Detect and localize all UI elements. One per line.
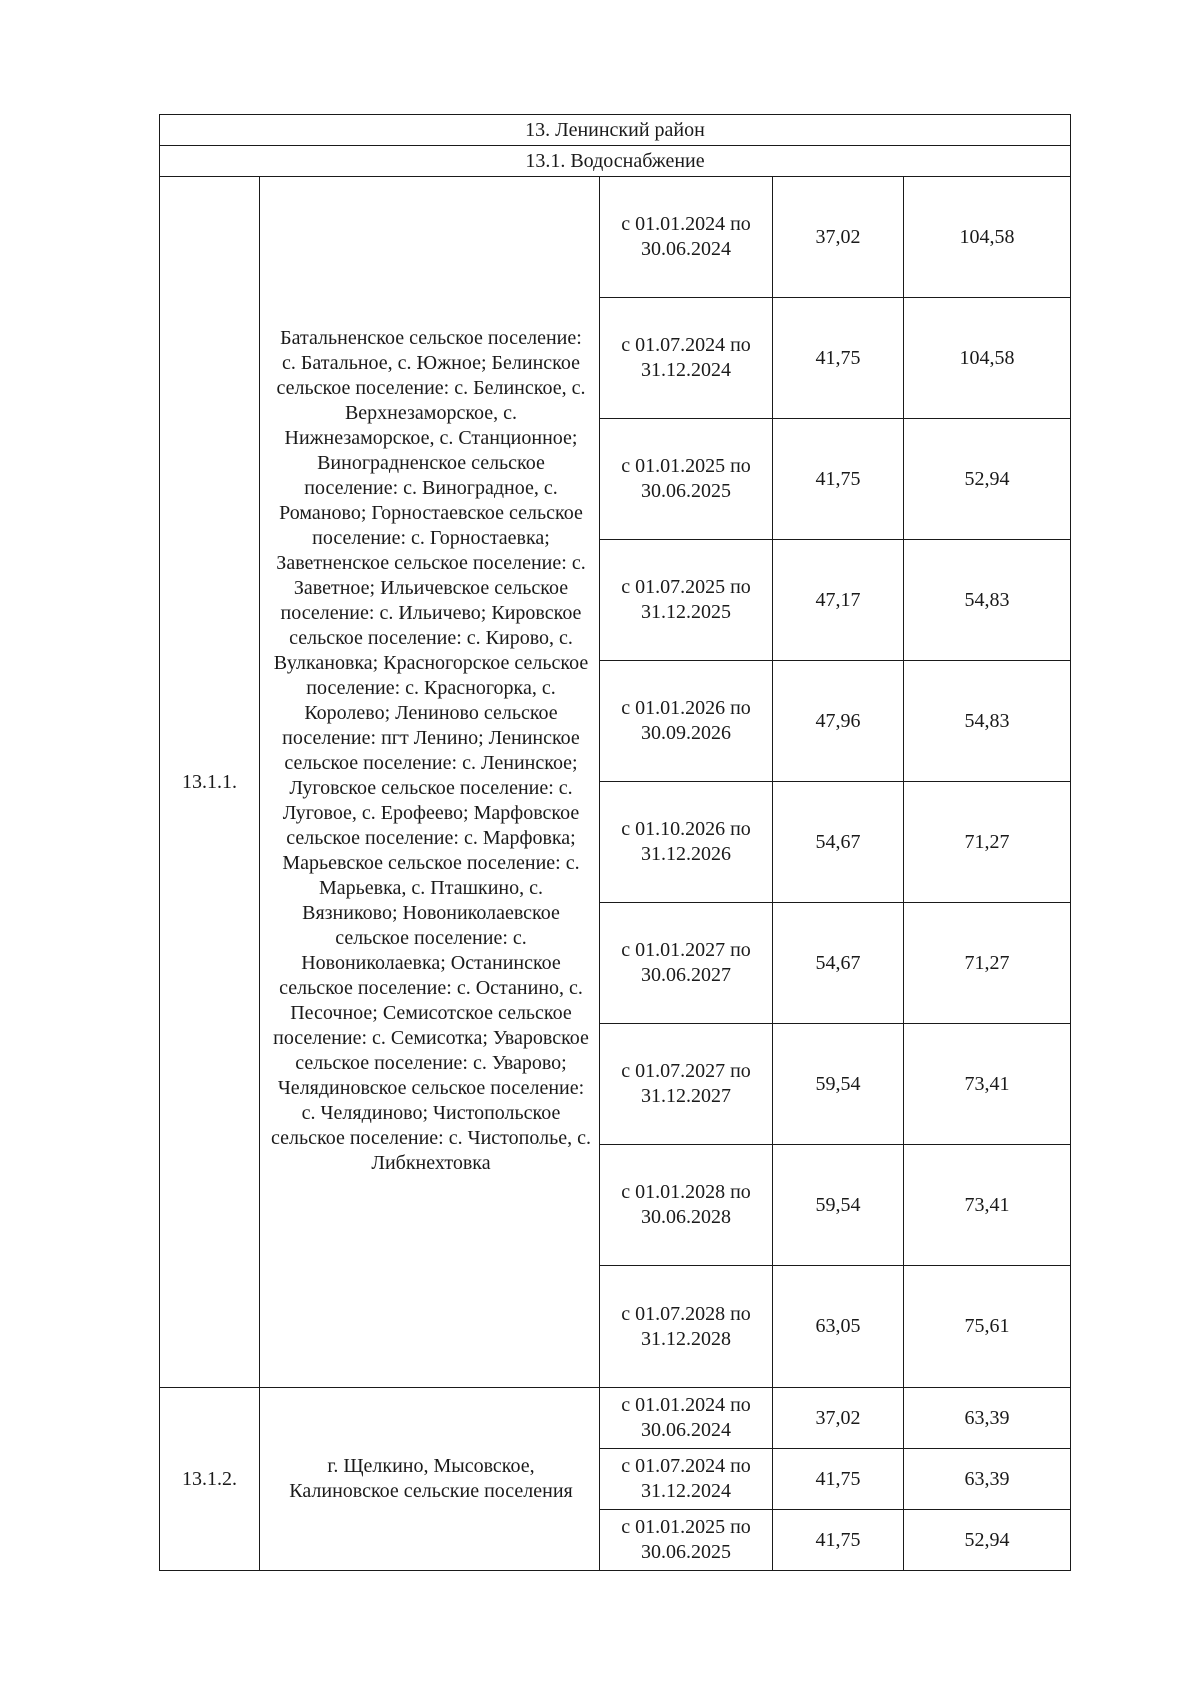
period: с 01.01.2025 по 30.06.2025 xyxy=(621,455,751,502)
value1-cell: 47,17 xyxy=(773,540,904,661)
period-cell xyxy=(600,1145,773,1266)
section-title-row xyxy=(160,115,1071,146)
period: с 01.01.2024 по 30.06.2024 xyxy=(621,213,751,260)
value1-cell: 37,02 xyxy=(773,1388,904,1449)
period: с 01.01.2027 по 30.06.2027 xyxy=(621,939,751,986)
period-cell xyxy=(600,540,773,661)
value1-cell: 54,67 xyxy=(773,903,904,1024)
period-cell xyxy=(600,782,773,903)
value2-cell: 104,58 xyxy=(904,177,1071,298)
period-cell xyxy=(600,1510,773,1571)
value1-cell: 41,75 xyxy=(773,1510,904,1571)
value2-cell: 52,94 xyxy=(904,419,1071,540)
value1-cell: 37,02 xyxy=(773,177,904,298)
group-area: г. Щелкино, Мысовское, Калиновское сельские поселения xyxy=(289,1455,573,1502)
period-cell xyxy=(600,298,773,419)
table-row xyxy=(160,177,1071,298)
value1-cell: 41,75 xyxy=(773,1449,904,1510)
section-title: 13. Ленинский район xyxy=(160,115,1071,146)
table-row xyxy=(160,1388,1071,1449)
value2-cell: 73,41 xyxy=(904,1024,1071,1145)
period-cell xyxy=(600,1449,773,1510)
value2-cell: 63,39 xyxy=(904,1388,1071,1449)
value2-cell: 73,41 xyxy=(904,1145,1071,1266)
period-cell xyxy=(600,903,773,1024)
period: с 01.07.2024 по 31.12.2024 xyxy=(621,1455,751,1502)
group-number: 13.1.2. xyxy=(160,1388,260,1571)
period: с 01.07.2025 по 31.12.2025 xyxy=(621,576,751,623)
group-area-cell xyxy=(260,177,600,1388)
period: с 01.07.2027 по 31.12.2027 xyxy=(621,1060,751,1107)
value2-cell: 63,39 xyxy=(904,1449,1071,1510)
group-number: 13.1.1. xyxy=(160,177,260,1388)
period-cell xyxy=(600,1388,773,1449)
period-cell xyxy=(600,177,773,298)
period: с 01.10.2026 по 31.12.2026 xyxy=(621,818,751,865)
value2-cell: 71,27 xyxy=(904,903,1071,1024)
period-cell xyxy=(600,661,773,782)
section-subtitle-row xyxy=(160,146,1071,177)
value1-cell: 41,75 xyxy=(773,298,904,419)
value2-cell: 54,83 xyxy=(904,661,1071,782)
value2-cell: 52,94 xyxy=(904,1510,1071,1571)
tariff-table xyxy=(159,114,1071,1571)
value1-cell: 41,75 xyxy=(773,419,904,540)
period: с 01.07.2024 по 31.12.2024 xyxy=(621,334,751,381)
value2-cell: 54,83 xyxy=(904,540,1071,661)
value1-cell: 59,54 xyxy=(773,1145,904,1266)
period: с 01.01.2024 по 30.06.2024 xyxy=(621,1394,751,1441)
period: с 01.01.2025 по 30.06.2025 xyxy=(621,1516,751,1563)
period-cell xyxy=(600,1024,773,1145)
group-area: Батальненское сельское поселение: с. Батальное, с. Южное; Белинское сельское поселение: с. Белинское, с. Верхнезаморское, с. Нижнезаморское, с. Станционное; Виноградненское сельское поселение: с. Виноградное, с. Романово; Горностаевское сельское поселение: с. Горностаевка; Заветненское сельское поселение: с. Заветное; Ильичевское сельское поселение: с. Ильичево; Кировское сельское поселение: с. Кирово, с. Вулкановка; Красногорское сельское поселение: с. Красногорка, с. Королево; Лениново сельское поселение: пгт Ленино; Ленинское сельское поселение: с. Ленинское; Луговское сельское поселение: с. Луговое, с. Ерофеево; Марфовское сельское поселение: с. Марфовка; Марьевское сельское поселение: с. Марьевка, с. Пташкино, с. Вязниково; Новониколаевское сельское поселение: с. Новониколаевка; Останинское сельское поселение: с. Останино, с. Песочное; Семисотское сельское поселение: с. Семисотка; Уваровское сельское поселение: с. Уварово; Челядиновское сельское поселение: с. Челядиново; Чистопольское сельское поселение: с. Чистополье, с. Либкнехтовка xyxy=(271,327,591,1174)
period: с 01.07.2028 по 31.12.2028 xyxy=(621,1302,751,1350)
value2-cell: 75,61 xyxy=(904,1266,1071,1388)
period-cell xyxy=(600,419,773,540)
period: с 01.01.2026 по 30.09.2026 xyxy=(621,697,751,744)
group-area-cell xyxy=(260,1388,600,1571)
value1-cell: 54,67 xyxy=(773,782,904,903)
value2-cell: 104,58 xyxy=(904,298,1071,419)
period: с 01.01.2028 по 30.06.2028 xyxy=(621,1181,751,1228)
value1-cell: 59,54 xyxy=(773,1024,904,1145)
section-subtitle: 13.1. Водоснабжение xyxy=(160,146,1071,177)
value1-cell: 63,05 xyxy=(773,1266,904,1388)
value2-cell: 71,27 xyxy=(904,782,1071,903)
value1-cell: 47,96 xyxy=(773,661,904,782)
period-cell xyxy=(600,1266,773,1388)
